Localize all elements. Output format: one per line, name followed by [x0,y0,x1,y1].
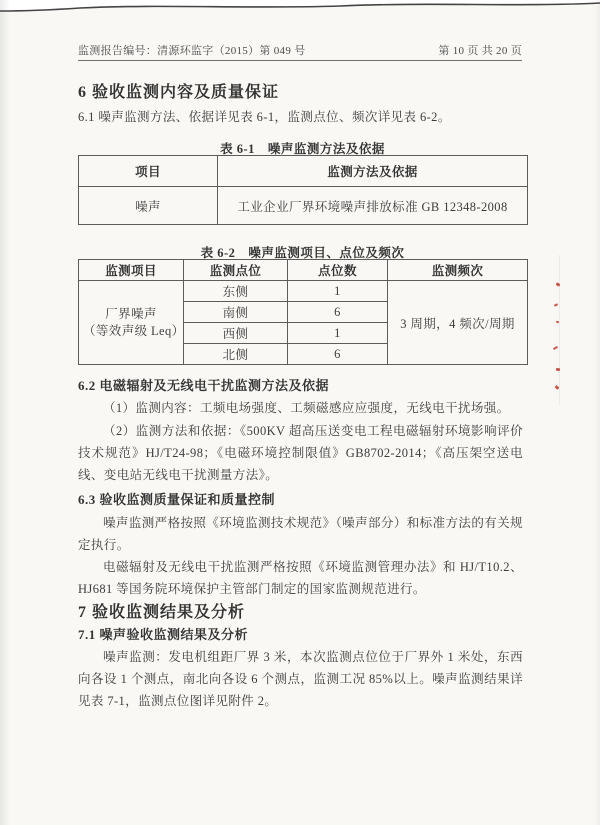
table-6-1-caption: 表 6-1 噪声监测方法及依据 [220,142,385,156]
project-sublabel: （等效声级 Leq） [83,323,185,338]
red-ink-mark [556,368,560,372]
scan-right-shadow [594,0,600,825]
section-6-3-title: 6.3 验收监测质量保证和质量控制 [78,492,276,507]
table-6-2-cell-point-north: 北侧 [184,344,288,365]
table-6-2-header-frequency: 监测频次 [388,260,528,281]
section-7-title: 7 验收监测结果及分析 [78,604,246,621]
table-6-1-cell-method: 工业企业厂界环境噪声排放标准 GB 12348-2008 [218,187,528,225]
table-6-2-cell-frequency: 3 周期，4 频次/周期 [388,281,528,365]
table-6-2-cell-count-south: 6 [288,302,388,323]
section-6-title: 6 验收监测内容及质量保证 [78,84,280,101]
page-header [78,42,522,58]
table-6-2-header-project: 监测项目 [79,260,184,281]
scan-left-shadow [0,0,10,825]
red-ink-mark [554,303,558,307]
table-6-1-header-item: 项目 [79,156,218,187]
red-ink-mark [556,321,559,324]
table-6-2-cell-point-west: 西侧 [184,323,288,344]
table-6-2-header-count: 点位数 [288,260,388,281]
section-6-2-title: 6.2 电磁辐射及无线电干扰监测方法及依据 [78,378,330,393]
scan-fold-line [559,255,560,405]
scan-top-edge [0,0,600,16]
section-6-3-paragraph-1: 噪声监测严格按照《环境监测技术规范》（噪声部分）和标准方法的有关规定执行。 [78,516,523,552]
table-6-2-cell-project [79,281,184,365]
table-6-2-cell-count-east: 1 [288,281,388,302]
section-6-2-paragraph-1: （1）监测内容：工频电场强度、工频磁感应应强度，无线电干扰场强。 [103,401,510,415]
table-6-2-cell-point-south: 南侧 [184,302,288,323]
table-6-2-caption: 表 6-2 噪声监测项目、点位及频次 [200,246,405,260]
header-rule [78,60,522,61]
table-6-2-cell-count-west: 1 [288,323,388,344]
table-6-2-header-point: 监测点位 [184,260,288,281]
section-6-2-paragraph-2: （2）监测方法和依据：《500KV 超高压送变电工程电磁辐射环境影响评价技术规范》HJ/T24-98；《电磁环境控制限值》GB8702-2014；《高压架空送电线、变电站无线电干扰测量方法》。 [78,424,523,482]
page-indicator: 第 10 页 共 20 页 [438,45,522,57]
red-ink-mark [553,346,558,350]
section-6-1-text: 6.1 噪声监测方法、依据详见表 6-1，监测点位、频次详见表 6-2。 [78,110,451,124]
section-7-1-paragraph-1: 噪声监测：发电机组距厂界 3 米，本次监测点位位于厂界外 1 米处，东西向各设 1 个测点，南北向各设 6 个测点，监测工况 85%以上。噪声监测结果详见表 7-1，监测点位图详见附件 2。 [78,650,523,708]
table-6-2 [78,259,528,365]
table-6-1 [78,155,528,225]
section-7-1-title: 7.1 噪声验收监测结果及分析 [78,627,249,642]
report-number: 监测报告编号：清源环监字（2015）第 049 号 [78,45,306,57]
table-6-1-header-method: 监测方法及依据 [218,156,528,187]
table-6-1-cell-item: 噪声 [79,187,218,225]
project-label: 厂界噪声 [105,306,157,321]
table-6-2-cell-count-north: 6 [288,344,388,365]
section-6-3-paragraph-2: 电磁辐射及无线电干扰监测严格按照《环境监测管理办法》和 HJ/T10.2、HJ681 等国务院环境保护主管部门制定的国家监测规范进行。 [78,560,523,596]
table-6-2-cell-point-east: 东侧 [184,281,288,302]
